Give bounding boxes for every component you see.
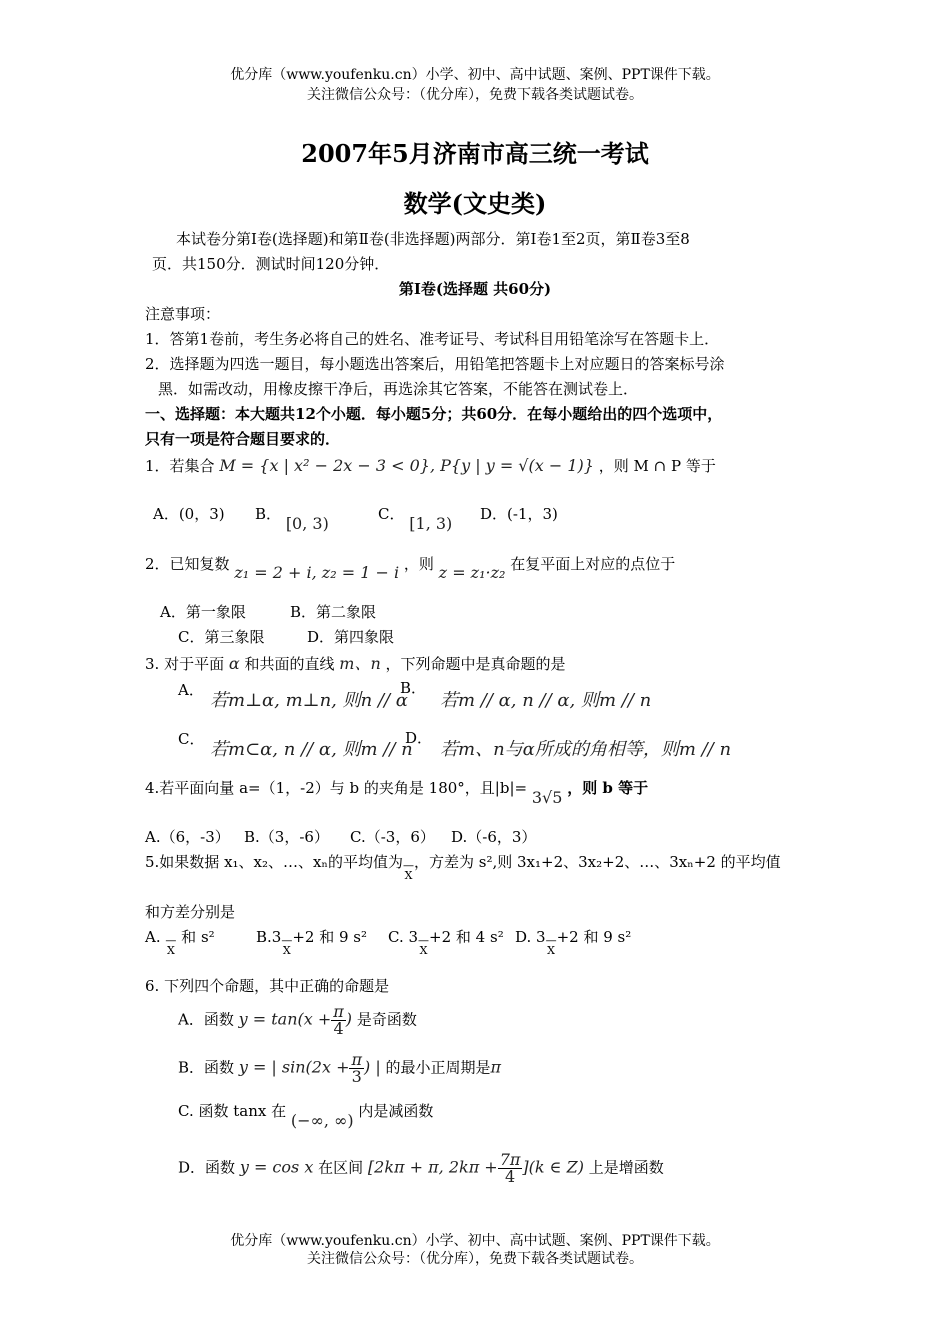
q5-option-c-text: +2 和 4 s² (429, 928, 504, 946)
q2-expression-2: z = z₁·z₂ (438, 563, 506, 582)
q6-option-b-expr-2: ) | (364, 1057, 381, 1077)
q3-option-c: 若m⊂α, n // α, 则m // n (210, 739, 413, 760)
q6-option-a-label: A．函数 (178, 1010, 234, 1029)
q3-suffix: ，下列命题中是真命题的是 (385, 655, 566, 673)
q1-option-c-label: C． (378, 505, 405, 523)
q6-option-d (178, 1152, 664, 1185)
q4-option-a: A.（6，-3） (145, 828, 230, 846)
mean-symbol-letter: X (404, 869, 413, 882)
q5-option-c (388, 926, 504, 956)
q5-option-b (256, 926, 367, 956)
q4-suffix: ，则 b 等于 (567, 779, 649, 797)
q1-option-b (255, 503, 329, 533)
note-1: 1．答第1卷前，考生务必将自己的姓名、准考证号、考试科目用铅笔涂写在答题卡上． (145, 330, 720, 348)
q2-suffix: 在复平面上对应的点位于 (510, 555, 676, 573)
fraction-pi-4 (331, 1004, 346, 1037)
q2-option-a: A．第一象限 (160, 603, 246, 621)
q3-option-d: 若m、n与α所成的角相等，则m // n (440, 739, 732, 760)
q6-option-d-expr-3: ](k ∈ Z) (522, 1157, 584, 1177)
fraction-denominator: 3 (351, 1067, 362, 1086)
footer-line-2: 关注微信公众号：（优分库），免费下载各类试题试卷。 (307, 1251, 643, 1267)
question-2 (145, 553, 676, 582)
q5-text-1: 5.如果数据 x₁、x₂、…、xₙ的平均值为 (145, 853, 403, 871)
q5-text-3: 和方差分别是 (145, 903, 236, 921)
q5-option-a-text: 和 s² (181, 928, 215, 946)
page-title: 2007年5月济南市高三统一考试 (301, 139, 649, 168)
fraction-denominator: 4 (504, 1167, 516, 1186)
q3-lines: m、n (339, 654, 381, 673)
q6-option-c-label: C. 函数 tanx 在 (178, 1102, 287, 1120)
q3-prefix: 3. 对于平面 (145, 655, 225, 673)
header-line-2: 关注微信公众号：（优分库），免费下载各类试题试卷。 (307, 87, 643, 103)
fraction-numerator: π (333, 1002, 344, 1021)
q5-option-a-label: A. (145, 928, 161, 946)
note-2-line-1: 2．选择题为四选一题目，每小题选出答案后，用铅笔把答题卡上对应题日的答案标号涂 (145, 355, 725, 373)
q5-option-d (515, 926, 631, 956)
q6-option-d-text-1: 在区间 (318, 1158, 364, 1177)
q1-option-a: A．(0，3) (153, 505, 225, 523)
q6-option-b (178, 1052, 501, 1085)
q2-expression-1: z₁ = 2 + i, z₂ = 1 − i (234, 563, 400, 582)
q6-option-b-pi: π (490, 1057, 502, 1077)
mean-symbol: — X (165, 934, 177, 957)
q6-option-a-expr-2: ) (345, 1009, 353, 1029)
q4-magnitude: 3√5 (531, 788, 563, 807)
q6-option-d-expr-1: y = cos x (239, 1157, 314, 1177)
q5-option-d-label: D. 3 (515, 928, 546, 946)
mean-symbol-letter: X (166, 944, 175, 957)
q1-option-c (378, 503, 453, 533)
fraction-numerator: π (351, 1050, 362, 1069)
q5-text-2: ，方差为 s²,则 3x₁+2、3x₂+2、…、3xₙ+2 的平均值 (413, 853, 781, 871)
intro-line-1: 本试卷分第Ⅰ卷(选择题)和第Ⅱ卷(非选择题)两部分．第Ⅰ卷1至2页，第Ⅱ卷3至8 (176, 230, 690, 248)
q6-option-c (178, 1100, 434, 1130)
fraction-denominator: 4 (333, 1019, 344, 1038)
q6-option-c-expr: (−∞, ∞) (290, 1111, 354, 1130)
q3-option-a-label: A． (178, 681, 204, 699)
section-1-line-2: 只有一项是符合题目要求的． (145, 430, 341, 448)
q3-option-d-label: D． (405, 729, 433, 747)
q2-prefix: 2．已知复数 (145, 555, 230, 573)
question-6: 6. 下列四个命题，其中正确的命题是 (145, 977, 390, 995)
mean-symbol-letter: X (547, 944, 555, 957)
q3-option-a: 若m⊥α, m⊥n, 则n // α (210, 690, 408, 711)
q1-prefix: 1．若集合 (145, 457, 215, 475)
q3-option-c-label: C． (178, 730, 205, 748)
q1-option-c-value: [1, 3) (409, 514, 453, 533)
q6-option-b-label: B．函数 (178, 1058, 235, 1077)
fraction-pi-3 (349, 1052, 364, 1085)
q6-option-b-expr-1: y = | sin(2x + (238, 1057, 350, 1077)
mean-symbol: — X (402, 859, 414, 882)
footer-line-1: 优分库（www.youfenku.cn）小学、初中、高中试题、案例、PPT课件下载。 (230, 1233, 720, 1249)
part1-title: 第Ⅰ卷(选择题 共60分) (398, 280, 552, 298)
q5-option-d-text: +2 和 9 s² (556, 928, 632, 946)
fraction-7pi-4 (498, 1152, 523, 1185)
intro-line-2: 页．共150分．测试时间120分钟． (152, 255, 390, 273)
q4-option-d: D.（-6，3） (451, 828, 537, 846)
q2-option-b: B．第二象限 (290, 603, 377, 621)
q6-option-c-text: 内是减函数 (358, 1102, 434, 1120)
q4-option-c: C.（-3，6） (350, 828, 435, 846)
q6-option-a (178, 1004, 417, 1037)
q3-mid: 和共面的直线 (244, 655, 335, 673)
q5-option-a (145, 926, 215, 956)
section-1-line-1: 一、选择题：本大题共12个小题．每小题5分；共60分．在每小题给出的四个选项中， (145, 405, 723, 423)
q1-option-d: D．(-1，3) (480, 505, 558, 523)
mean-symbol-letter: X (282, 944, 291, 957)
notes-title: 注意事项： (145, 305, 221, 323)
q5-option-b-label: B.3 (256, 928, 282, 946)
mean-symbol-letter: X (419, 944, 428, 957)
mean-symbol: — X (545, 934, 557, 957)
q6-option-d-text-2: 上是增函数 (588, 1158, 664, 1177)
question-4 (145, 777, 649, 807)
question-5 (145, 851, 781, 881)
q4-text: 4.若平面向量 a=（1，-2）与 b 的夹角是 180°，且|b|= (145, 779, 528, 797)
q6-option-a-expr-1: y = tan(x + (238, 1009, 332, 1029)
mean-symbol: — X (418, 934, 430, 957)
q3-alpha: α (228, 654, 240, 673)
q6-option-a-text: 是奇函数 (356, 1010, 417, 1029)
q5-option-b-text: +2 和 9 s² (292, 928, 368, 946)
q1-expression: M = {x | x² − 2x − 3 < 0}, P{y | y = √(x − 1)} (219, 456, 594, 475)
header-line-1: 优分库（www.youfenku.cn）小学、初中、高中试题、案例、PPT课件下载。 (230, 67, 720, 83)
note-2-line-2: 黑．如需改动，用橡皮擦干净后，再选涂其它答案，不能答在测试卷上． (158, 380, 639, 398)
mean-symbol: — X (281, 934, 293, 957)
q3-option-b: 若m // α, n // α, 则m // n (440, 690, 652, 711)
q6-option-b-text: 的最小正周期是 (385, 1058, 491, 1077)
q1-option-b-label: B． (255, 505, 282, 523)
q3-option-b-label: B． (400, 679, 427, 697)
question-3 (145, 651, 566, 674)
question-1 (145, 455, 716, 476)
q4-option-b: B.（3，-6） (244, 828, 329, 846)
q1-option-b-value: [0, 3) (285, 514, 329, 533)
q2-mid: ，则 (403, 555, 434, 573)
q1-suffix: ，则 M ∩ P 等于 (598, 457, 716, 475)
q5-option-c-label: C. 3 (388, 928, 419, 946)
q2-option-d: D．第四象限 (307, 628, 395, 646)
q6-option-d-expr-2: [2kπ + π, 2kπ + (367, 1157, 498, 1177)
q6-option-d-label: D．函数 (178, 1158, 236, 1177)
fraction-numerator: 7π (499, 1150, 521, 1169)
page-subtitle: 数学(文史类) (403, 189, 547, 218)
q2-option-c: C．第三象限 (178, 628, 265, 646)
